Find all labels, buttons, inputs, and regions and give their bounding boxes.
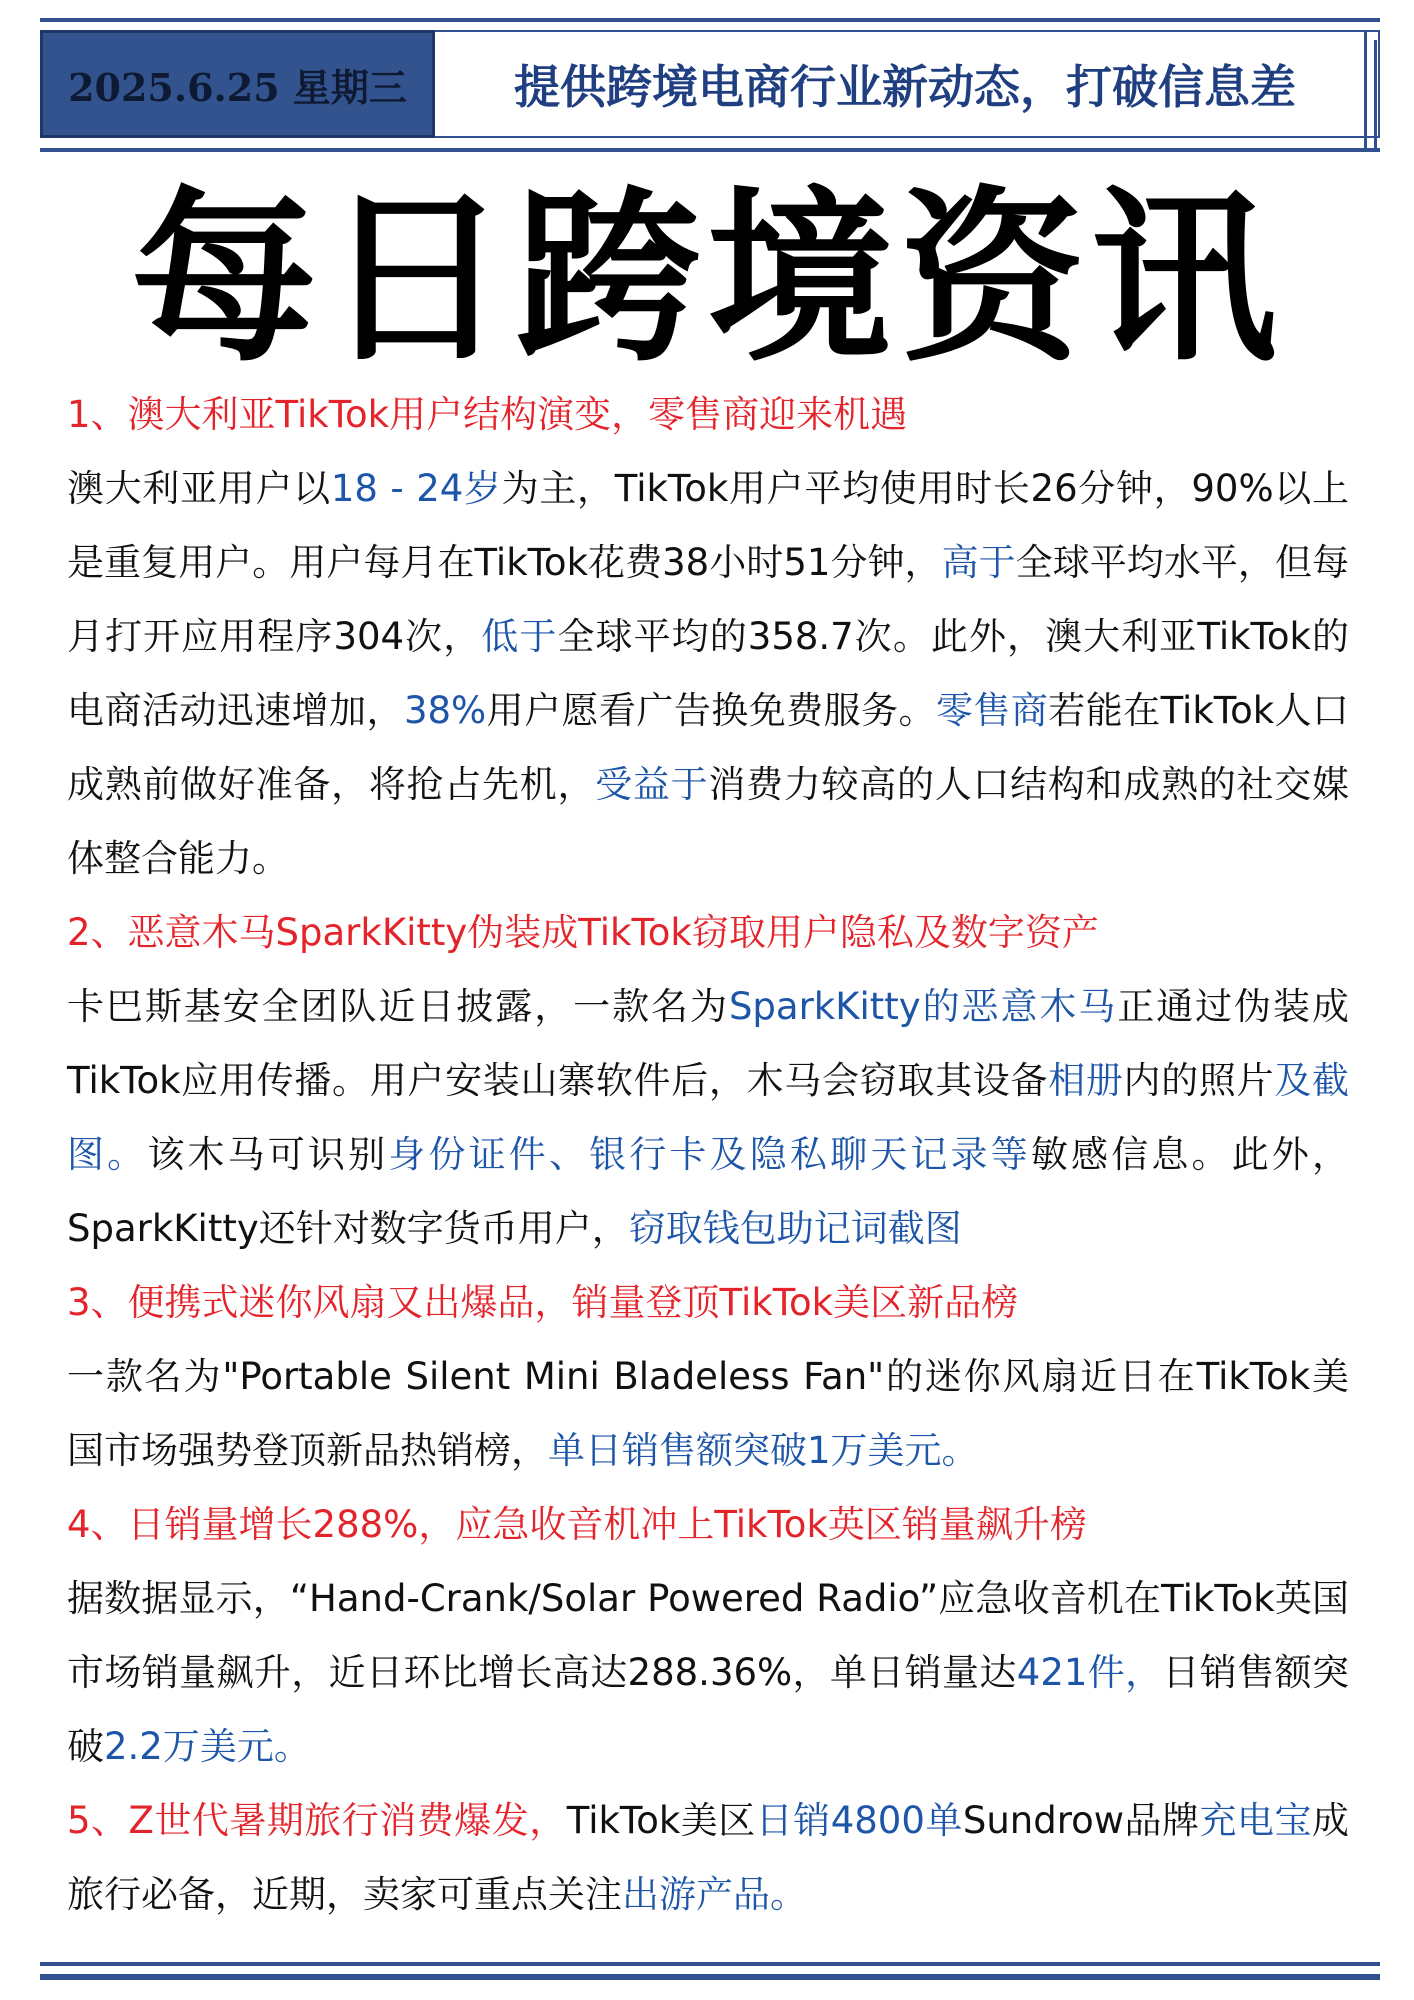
article-4-body: 据数据显示，“Hand-Crank/Solar Powered Radio”应急收音机在TikTok英国市场销量飙升，近日环比增长高达288.36%，单日销量达421件，日销售额突破2.2万美元。 — [67, 1577, 1349, 1768]
article-3-body: 一款名为"Portable Silent Mini Bladeless Fan"的迷你风扇近日在TikTok美国市场强势登顶新品热销榜，单日销售额突破1万美元。 — [67, 1355, 1349, 1472]
date-label: 2025.6.25 星期三 — [68, 64, 407, 110]
article-5: 5、Z世代暑期旅行消费爆发，TikTok美区日销4800单Sundrow品牌充电宝成旅行必备，近期，卖家可重点关注出游产品。 — [67, 1799, 1349, 1916]
page-title: 每日跨境资讯 — [130, 168, 1283, 387]
article-4-heading: 4、日销量增长288%，应急收音机冲上TikTok英区销量飙升榜 — [67, 1503, 1087, 1546]
slogan: 提供跨境电商行业新动态，打破信息差 — [514, 60, 1296, 114]
footer-rule-1 — [40, 1962, 1380, 1966]
footer-rule-2 — [40, 1974, 1380, 1980]
article-1-heading: 1、澳大利亚TikTok用户结构演变，零售商迎来机遇 — [67, 393, 908, 436]
article-2-heading: 2、恶意木马SparkKitty伪装成TikTok窃取用户隐私及数字资产 — [67, 911, 1099, 954]
header-right-line-outer — [1374, 40, 1377, 148]
article-2-body: 卡巴斯基安全团队近日披露，一款名为SparkKitty的恶意木马正通过伪装成TikTok应用传播。用户安装山寨软件后，木马会窃取其设备相册内的照片及截图。该木马可识别身份证件、银行卡及隐私聊天记录等敏感信息。此外，SparkKitty还针对数字货币用户，窃取钱包助记词截图 — [67, 985, 1350, 1250]
article-1-body: 澳大利亚用户以18 - 24岁为主，TikTok用户平均使用时长26分钟，90%以上是重复用户。用户每月在TikTok花费38小时51分钟，高于全球平均水平，但每月打开应用程序304次，低于全球平均的358.7次。此外，澳大利亚TikTok的电商活动迅速增加，38%用户愿看广告换免费服务。零售商若能在TikTok人口成熟前做好准备，将抢占先机，受益于消费力较高的人口结构和成熟的社交媒体整合能力。 — [67, 467, 1350, 880]
header-right-line — [1364, 30, 1367, 148]
article-list — [67, 378, 1349, 1932]
header-bottom-rule — [40, 148, 1380, 152]
date-box — [40, 30, 435, 138]
header-top-rule — [40, 18, 1380, 22]
article-3-heading: 3、便携式迷你风扇又出爆品，销量登顶TikTok美区新品榜 — [67, 1281, 1019, 1324]
article-5-heading: 5、Z世代暑期旅行消费爆发， — [67, 1799, 567, 1842]
